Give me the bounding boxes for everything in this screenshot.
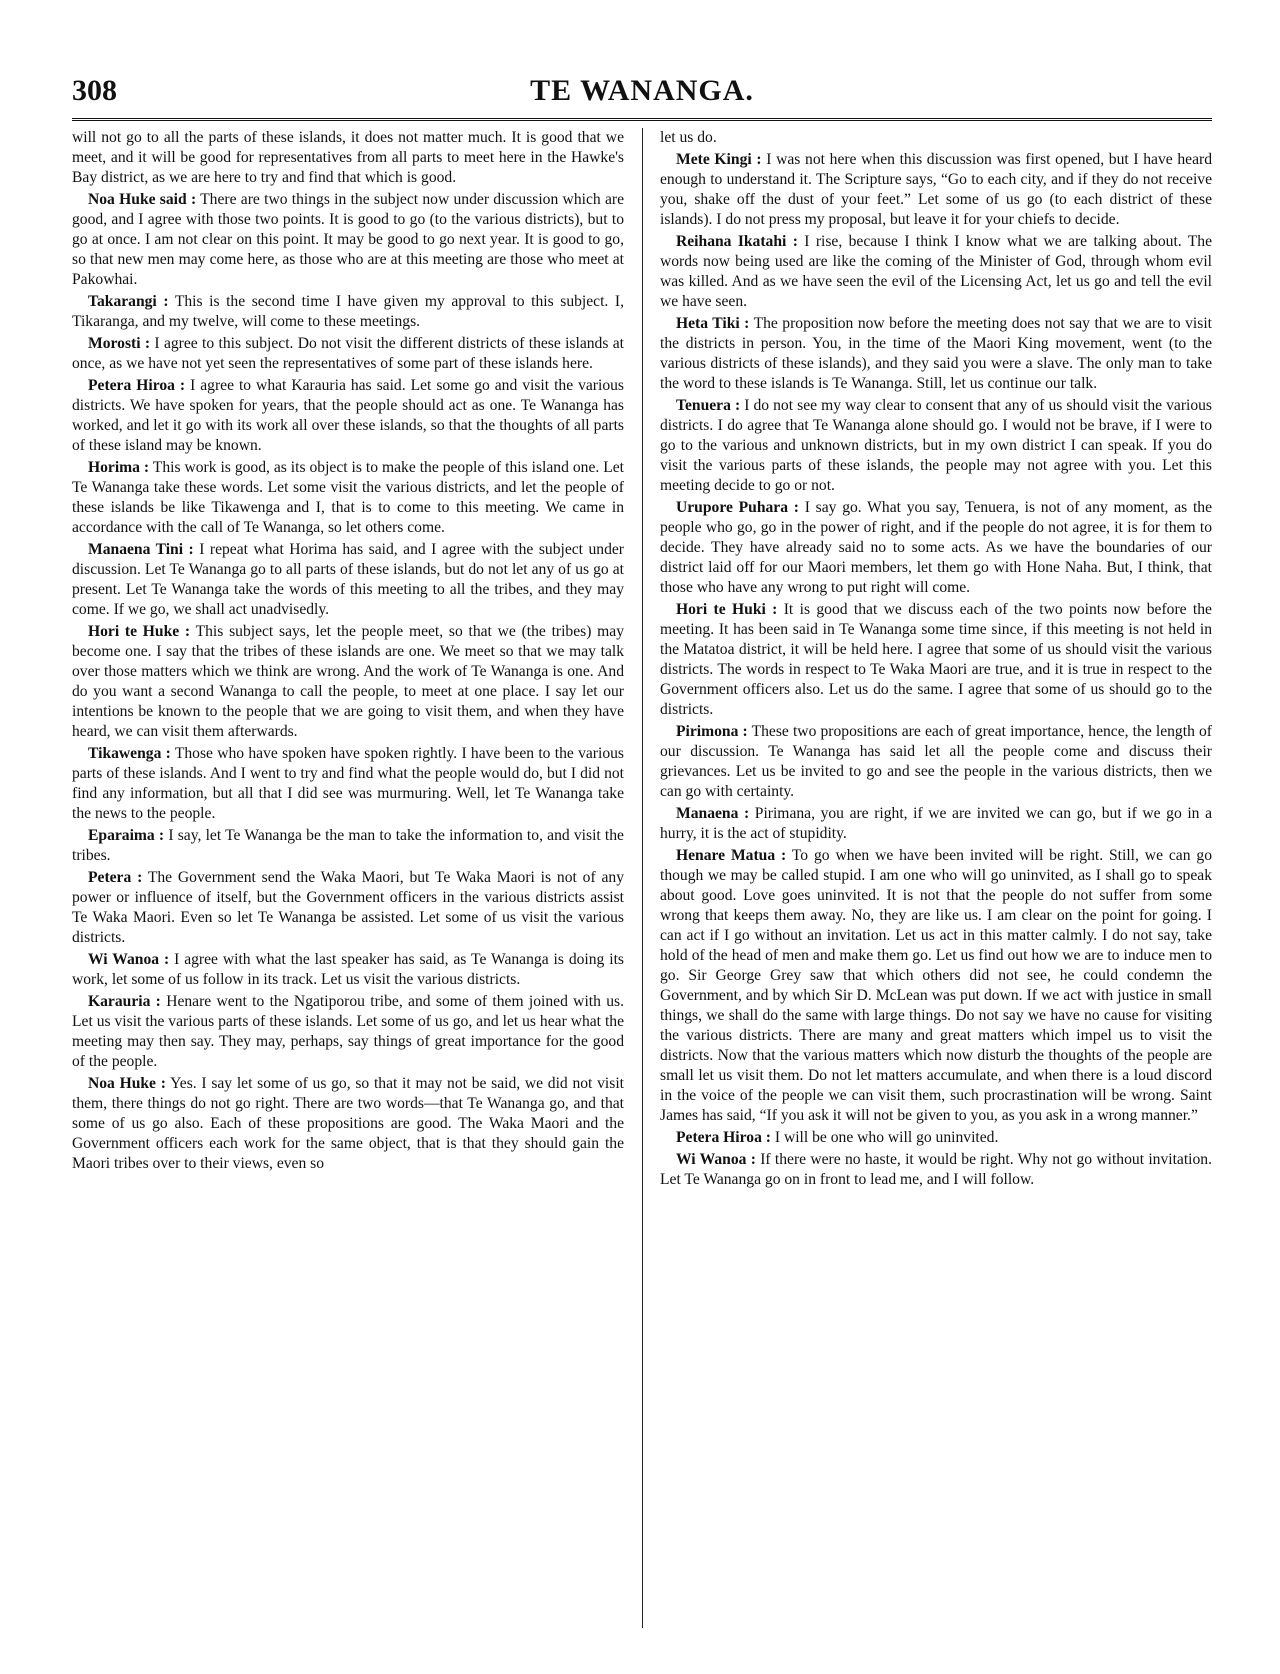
paragraph [72, 292, 624, 332]
paragraph-text: It is good that we discuss each of the two points now before the meeting. It has been said in Te Wananga some time since, if this meeting is not held in the Matatoa district, it will be held here. I agree that some of us should visit the various districts. The words in respect to Te Waka Maori are true, and it is true in respect to the Government officers also. Let us do the same. I agree that some of us should go to the districts. [660, 601, 1212, 718]
paragraph-text: I rise, because I think I know what we are talking about. The words now being used are like the coming of the Minister of God, through whom evil was killed. And as we have seen the evil of the Licensing Act, let us go and tell the evil we have seen. [660, 233, 1212, 310]
speaker-name: Eparaima : [88, 827, 165, 844]
paragraph [660, 498, 1212, 598]
paragraph-text: I will be one who will go uninvited. [774, 1129, 999, 1146]
paragraph-text: This subject says, let the people meet, so that we (the tribes) may become one. I say that the tribes of these islands are one. We meet so that we may talk over those matters which we think are wrong. And the work of Te Wananga is one. And do you want a second Wananga to call the people, to meet at one place. I say let our intentions be known to the people that we are going to visit them, and when they have heard, we can visit them afterwards. [72, 623, 624, 740]
speaker-name: Noa Huke said : [88, 191, 197, 208]
paragraph-text: I do not see my way clear to consent that any of us should visit the various districts. I do agree that Te Wananga alone should go. I would not be brave, if I were to go to the various and unknown districts, but in my own district I can speak. If you do visit the various parts of these islands, the people may not agree with you. Let this meeting decide to go or not. [660, 397, 1212, 494]
paragraph-text: Those who have spoken have spoken rightly. I have been to the various parts of these islands. And I went to try and find what the people would do, but I did not find any information, but all that I did see was murmuring. Well, let Te Wananga take the news to the people. [72, 745, 624, 822]
speaker-name: Petera Hiroa : [676, 1129, 771, 1146]
paragraph-text: These two propositions are each of great importance, hence, the length of our discussion. Te Wananga has said let all the people come and discuss their grievances. Let us be invited to go and see the people in the various districts, then we can go with certainty. [660, 723, 1212, 800]
left-column [72, 128, 624, 1638]
paragraph-text: The Government send the Waka Maori, but Te Waka Maori is not of any power or influence of itself, but the Government officers in the various districts assist Te Waka Maori. Even so let Te Wananga be assisted. Let some of us visit the various districts. [72, 869, 624, 946]
speaker-name: Henare Matua : [676, 847, 787, 864]
paragraph-text: The proposition now before the meeting does not say that we are to visit the districts in person. You, in the time of the Maori King movement, went (to the various districts of these islands), and they said you were a slave. The only man to take the word to these islands is Te Wananga. Still, let us continue our talk. [660, 315, 1212, 392]
speaker-name: Petera Hiroa : [88, 377, 186, 394]
speaker-name: Takarangi : [88, 293, 169, 310]
paragraph [72, 826, 624, 866]
speaker-name: Petera : [88, 869, 143, 886]
speaker-name: Reihana Ikatahi : [676, 233, 798, 250]
speaker-name: Urupore Puhara : [676, 499, 799, 516]
paragraph [660, 600, 1212, 720]
paragraph [660, 1150, 1212, 1190]
paragraph [72, 622, 624, 742]
speaker-name: Hori te Huke : [88, 623, 191, 640]
paragraph-text: This is the second time I have given my approval to this subject. I, Tikaranga, and my twelve, will come to these meetings. [72, 293, 624, 330]
paragraph [72, 744, 624, 824]
paragraph [660, 722, 1212, 802]
speaker-name: Karauria : [88, 993, 161, 1010]
paragraph [660, 232, 1212, 312]
speaker-name: Mete Kingi : [676, 151, 762, 168]
speaker-name: Heta Tiki : [676, 315, 750, 332]
paragraph [660, 804, 1212, 844]
paragraph-text: I agree to what Karauria has said. Let some go and visit the various districts. We have spoken for years, that the people should act as one. Te Wananga has worked, and let it go with its work all over these islands, so that the thoughts of all parts of these island may be known. [72, 377, 624, 454]
paragraph [660, 128, 1212, 148]
right-column [660, 128, 1212, 1638]
paragraph [72, 334, 624, 374]
text-columns [72, 128, 1212, 1638]
paragraph-text: This work is good, as its object is to make the people of this island one. Let Te Wananga take these words. Let some visit the various districts, and let the people of these islands be like Tikawenga and I, that is to come to this meeting. We came in accordance with the call of Te Wananga, so let others come. [72, 459, 624, 536]
paragraph-text: I say, let Te Wananga be the man to take the information to, and visit the tribes. [72, 827, 624, 864]
paragraph [72, 950, 624, 990]
paragraph [72, 1074, 624, 1174]
paragraph-text: I repeat what Horima has said, and I agree with the subject under discussion. Let Te Wananga go to all parts of these islands, but do not let any of us go at present. Let Te Wananga take the words of this meeting to all the tribes, and they may come. If we go, we shall act unadvisedly. [72, 541, 624, 618]
paragraph-text: Henare went to the Ngatiporou tribe, and some of them joined with us. Let us visit the various parts of these islands. Let some of us go, and let us hear what the meeting may then say. They may, perhaps, say things of great importance for the good of the people. [72, 993, 624, 1070]
page-header [72, 72, 1212, 121]
newspaper-page [72, 72, 1212, 1642]
speaker-name: Horima : [88, 459, 150, 476]
speaker-name: Tikawenga : [88, 745, 171, 762]
paragraph [72, 128, 624, 188]
paragraph-text: Pirimana, you are right, if we are invited we can go, but if we go in a hurry, it is the act of stupidity. [660, 805, 1212, 842]
paragraph [660, 150, 1212, 230]
paragraph-text: I agree with what the last speaker has said, as Te Wananga is doing its work, let some of us follow in its track. Let us visit the various districts. [72, 951, 624, 988]
paragraph [660, 396, 1212, 496]
paragraph-text: There are two things in the subject now under discussion which are good, and I agree with those two points. It is good to go (to the various districts), but to go at once. I am not clear on this point. It may be good to go next year. It is good to go, so that new men may come here, as those who are at this meeting are those who meet at Pakowhai. [72, 191, 624, 288]
paragraph [72, 868, 624, 948]
paragraph [660, 314, 1212, 394]
paragraph-text: let us do. [660, 129, 717, 146]
speaker-name: Manaena : [676, 805, 750, 822]
paragraph [72, 540, 624, 620]
speaker-name: Wi Wanoa : [88, 951, 170, 968]
paragraph [72, 992, 624, 1072]
running-title: TE WANANGA. [530, 74, 754, 107]
paragraph-text: I agree to this subject. Do not visit the different districts of these islands at once, as we have not yet seen the representatives of some part of these islands here. [72, 335, 624, 372]
paragraph [72, 376, 624, 456]
paragraph-text: To go when we have been invited will be right. Still, we can go though we may be called stupid. I am one who will go uninvited, as I shall go to speak about good. Love goes uninvited. It is not that the people do not suffer from some wrong that keeps them away. No, they are like us. I am clear on the point for going. I can act if I go without an invitation. Let us act in this matter calmly. I do not say, take hold of the head of men and make them go. Let us find out how we are to induce men to go. Sir George Grey saw that which others did not see, he could condemn the Government, and by which Sir D. McLean was put down. If we act with justice in small things, we shall do the same with large things. Do not say we have no cause for visiting the various districts. There are many and great matters which impel us to visit the districts. Now that the various matters which now disturb the thoughts of the people are small let us visit them. Do not let matters accumulate, and when there is a loud discord in the voice of the people we can visit them, such procrastination will be wrong. Saint James has said, “If you ask it will not be given to you, as you ask in a wrong manner.” [660, 847, 1212, 1124]
paragraph [72, 190, 624, 290]
speaker-name: Morosti : [88, 335, 151, 352]
column-rule [642, 128, 643, 1628]
speaker-name: Pirimona : [676, 723, 748, 740]
speaker-name: Manaena Tini : [88, 541, 194, 558]
paragraph [660, 846, 1212, 1126]
paragraph-text: I was not here when this discussion was first opened, but I have heard enough to understand it. The Scripture says, “Go to each city, and if they do not receive you, shake off the dust of your feet.” Let some of us go (to each district of these islands). I do not press my proposal, but leave it for your chiefs to decide. [660, 151, 1212, 228]
paragraph-text: I say go. What you say, Tenuera, is not of any moment, as the people who go, go in the power of right, and if the people do not agree, it is for them to decide. They have already said no to some acts. As we have the boundaries of our district laid off for our Maori members, let them go with Hone Naha. But, I think, that those who have any wrong to put right will come. [660, 499, 1212, 596]
paragraph-text: Yes. I say let some of us go, so that it may not be said, we did not visit them, there things do not go right. There are two words—that Te Wananga go, and that some of us go also. Each of these propositions are good. The Waka Maori and the Government officers each work for the same object, that is that they should gain the Maori tribes over to their views, even so [72, 1075, 624, 1172]
paragraph-text: will not go to all the parts of these islands, it does not matter much. It is good that we meet, and it will be good for representatives from all parts to meet here in the Hawke's Bay district, as we are here to try and find that which is good. [72, 129, 624, 186]
speaker-name: Tenuera : [676, 397, 741, 414]
speaker-name: Hori te Huki : [676, 601, 778, 618]
paragraph [660, 1128, 1212, 1148]
paragraph-text: If there were no haste, it would be right. Why not go without invitation. Let Te Wananga go on in front to lead me, and I will follow. [660, 1151, 1212, 1188]
speaker-name: Wi Wanoa : [676, 1151, 756, 1168]
page-number: 308 [72, 74, 117, 107]
speaker-name: Noa Huke : [88, 1075, 166, 1092]
paragraph [72, 458, 624, 538]
